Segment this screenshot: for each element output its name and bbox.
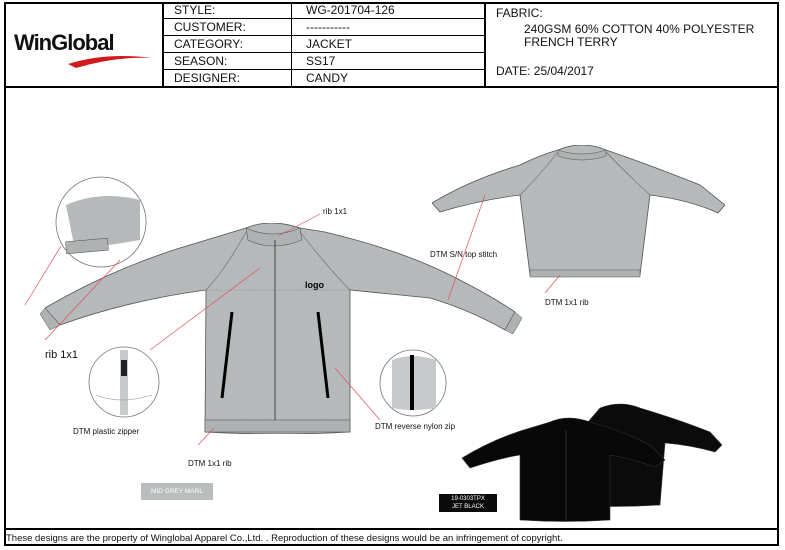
spec-label: STYLE:: [174, 3, 216, 17]
fabric-type: FRENCH TERRY: [524, 35, 618, 49]
date-label: DATE:: [496, 64, 531, 78]
logo-mark: logo: [305, 280, 324, 290]
spec-value: -----------: [306, 20, 350, 34]
footer-rule: [4, 528, 779, 530]
spec-value: WG-201704-126: [306, 3, 395, 17]
spec-label: SEASON:: [174, 54, 228, 68]
back-hem-rib: [530, 270, 640, 277]
black-colorway: [462, 404, 722, 522]
spec-value: SS17: [306, 54, 336, 68]
front-hem-rib: [205, 420, 350, 432]
annotation-front-rib: DTM 1x1 rib: [188, 459, 232, 468]
annotation-back-rib: DTM 1x1 rib: [545, 298, 589, 307]
swatch-name: JET BLACK: [452, 504, 484, 510]
copyright-notice: These designs are the property of Winglobal Apparel Co.,Ltd. . Reproduction of these designs would be an infringement of copyright.: [6, 533, 563, 544]
brand-logo: WinGlobal: [14, 30, 114, 55]
annotation-rib-cuff: rib 1x1: [45, 349, 79, 361]
spec-label: CATEGORY:: [174, 37, 243, 51]
pocket-zip-detail: [380, 350, 446, 416]
cuff-detail: [56, 177, 146, 267]
annotation-pocket-zip: DTM reverse nylon zip: [375, 422, 456, 431]
spec-label: CUSTOMER:: [174, 20, 246, 34]
swatch-code: 19-0303TPX: [451, 496, 485, 502]
swatch-mid-grey: MID GREY MARL: [141, 483, 213, 500]
zipper-detail: [89, 347, 159, 417]
fabric-label: FABRIC:: [496, 6, 543, 20]
swatch-jet-black: [439, 494, 497, 512]
spec-value: CANDY: [306, 71, 349, 85]
spec-label: DESIGNER:: [174, 71, 241, 85]
spec-value: JACKET: [306, 37, 353, 51]
annotation-zipper: DTM plastic zipper: [73, 427, 140, 436]
date-value: 25/04/2017: [533, 64, 594, 78]
fabric-composition: 240GSM 60% COTTON 40% POLYESTER: [524, 22, 755, 36]
annotation-rib-collar: rib 1x1: [323, 207, 348, 216]
annotation-top-stitch: DTM S/N top stitch: [430, 250, 498, 259]
